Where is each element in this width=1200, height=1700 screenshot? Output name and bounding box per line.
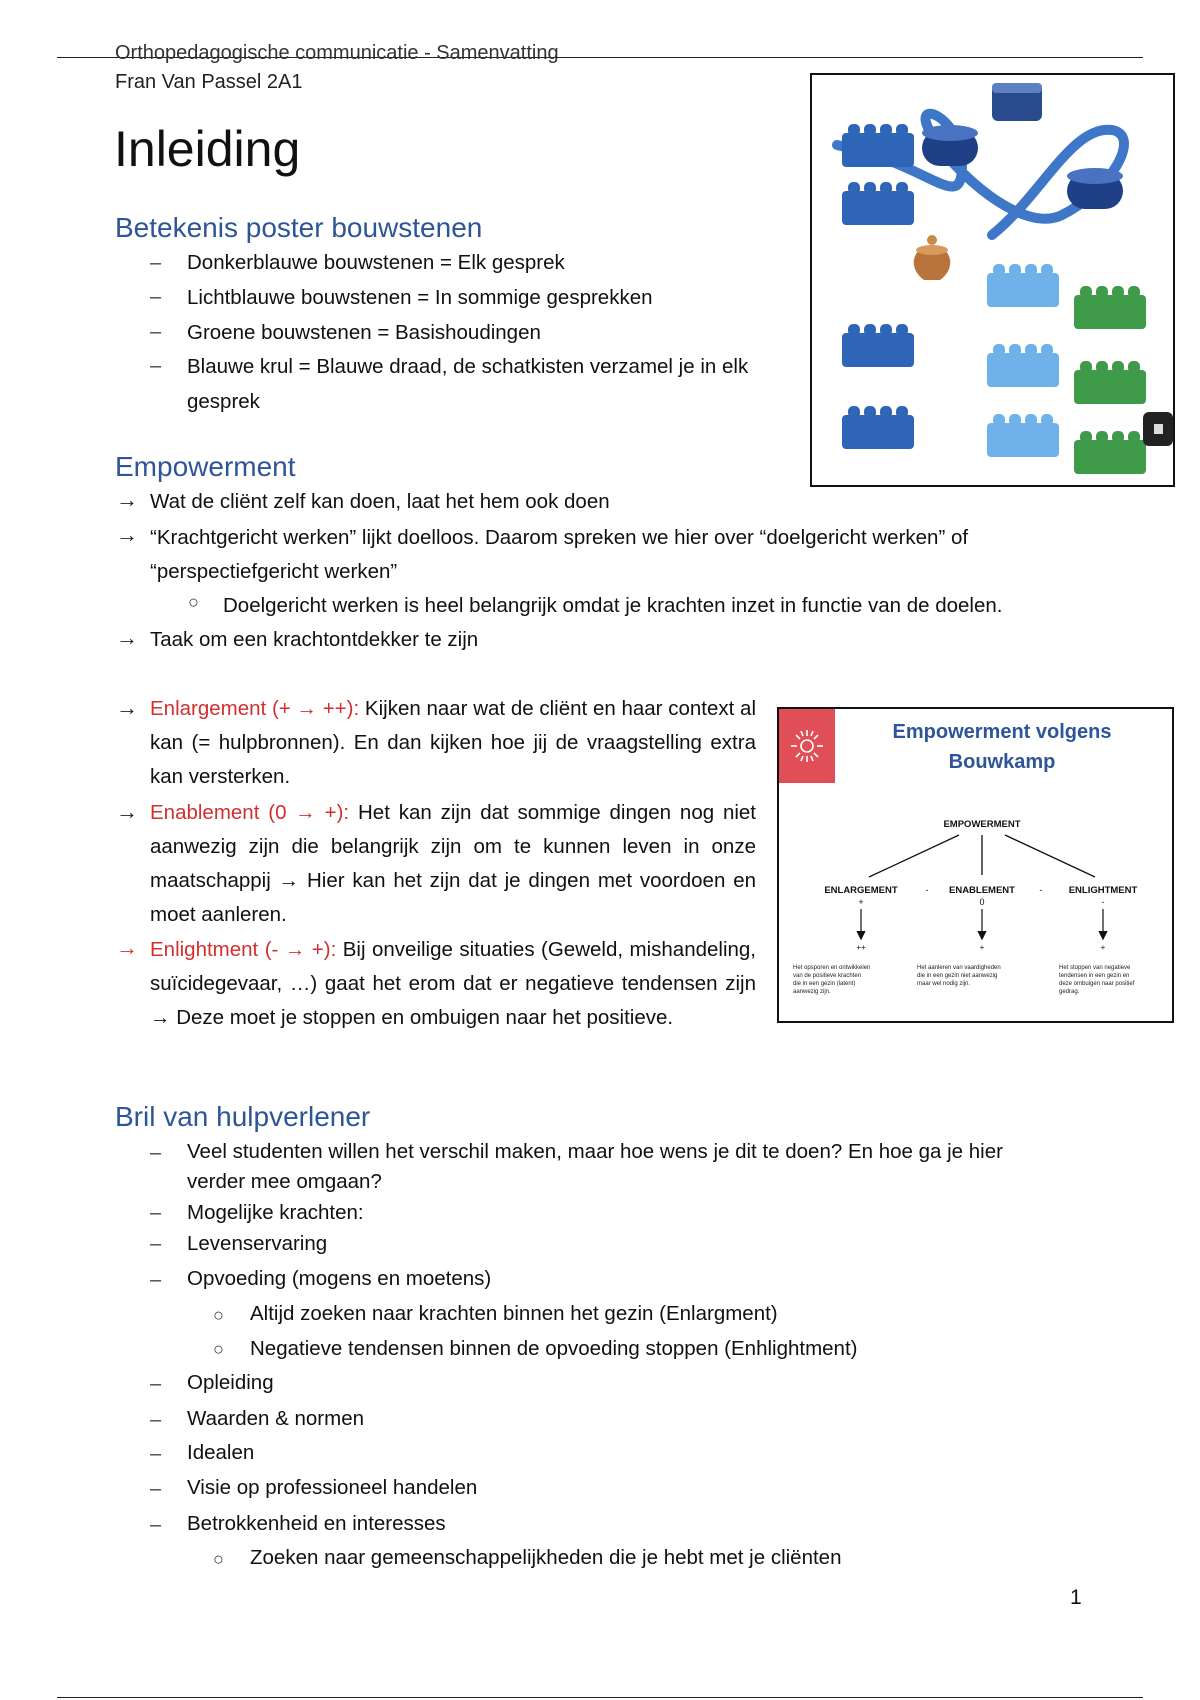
tree-edges [869,835,1095,877]
diagram-title-line1: Empowerment volgens [892,721,1112,743]
enlightment-paragraph [150,933,756,1035]
list-item: Lichtblauwe bouwstenen = In sommige gesprekken [187,286,653,309]
list-item: Mogelijke krachten: [187,1201,364,1224]
list-item: Visie op professioneel handelen [187,1476,478,1499]
heading-empowerment: Empowerment [115,451,296,482]
arrow-item-continuation: “perspectiefgericht werken” [150,560,398,583]
arrow-item: Wat de cliënt zelf kan doen, laat het hem ook doen [150,490,610,513]
list-item-continuation: verder mee omgaan? [187,1170,382,1193]
author-line: Fran Van Passel 2A1 [115,71,303,93]
desc-line: van de positieve krachten [793,973,862,979]
page-number: 1 [1070,1586,1082,1609]
branch-separator: - [1039,885,1043,896]
enlargement-text: Kijken naar wat de cliënt en haar context al kan (= hulpbronnen). En dan kijken hoe jij de vraagstelling extra kan versterken. [150,697,756,788]
bouwstenen-poster-image [810,73,1175,487]
branch-enlightment: ENLIGHTMENT [1068,885,1138,896]
dash-bullet: – [150,1409,162,1431]
dash-bullet: – [150,252,162,274]
sub-item: Negatieve tendensen binnen de opvoeding stoppen (Enhlightment) [250,1337,858,1360]
treasure-tin [922,125,978,166]
enlightment-label: Enlightment (- → +): [150,938,337,961]
course-title: Orthopedagogische communicatie - Samenvatting [115,42,559,64]
list-item: Donkerblauwe bouwstenen = Elk gesprek [187,251,565,274]
arrow-right-icon: → [116,799,138,824]
arrow-item: Taak om een krachtontdekker te zijn [150,628,479,651]
list-item: Veel studenten willen het verschil maken, maar hoe wens je dit te doen? En hoe ga je hier [187,1140,1003,1163]
treasure-urn [914,235,951,280]
list-item: Blauwe krul = Blauwe draad, de schatkisten verzamel je in elk [187,355,749,378]
list-item: Waarden & normen [187,1407,364,1430]
list-item: Levenservaring [187,1232,328,1255]
arrow-right-icon: → [116,487,138,512]
circle-bullet-icon: ○ [188,592,199,612]
treasure-tin [992,83,1042,121]
list-item: Idealen [187,1441,255,1464]
list-item: Opvoeding (mogens en moetens) [187,1267,492,1290]
dash-bullet: – [150,355,162,377]
branch-separator: - [925,885,929,896]
heading-bril: Bril van hulpverlener [115,1101,371,1132]
desc-line: die in een gezin niet aanwezig [917,973,998,979]
down-arrows [857,909,1107,939]
arrow-right-icon: → [116,522,138,547]
desc-line: aanwezig zijn. [793,989,831,995]
enablement-paragraph [150,796,756,932]
dash-bullet: – [150,321,162,343]
desc-line: Het opsporen en ontwikkelen [793,965,871,971]
enablement-label: Enablement (0 → +): [150,801,350,824]
sub-item: Altijd zoeken naar krachten binnen het gezin (Enlargment) [250,1302,778,1325]
list-item: Groene bouwstenen = Basishoudingen [187,321,541,344]
logo-block [779,709,835,783]
branch-result: + [979,943,985,952]
heading-bouwstenen: Betekenis poster bouwstenen [115,212,483,243]
desc-line: die in een gezin (latent) [793,981,856,987]
dash-bullet: – [150,1514,162,1536]
dash-bullet: – [150,1443,162,1465]
dash-bullet: – [150,286,162,308]
desc-line: tendensen in een gezin en [1059,973,1130,979]
treasure-tin [1067,168,1123,209]
enlargement-paragraph [150,692,756,794]
circle-bullet-icon: ○ [213,1305,224,1325]
poster-illustration [812,75,1173,485]
branch-result: + [1100,943,1106,952]
branch-sign: + [858,897,864,907]
diagram-title-line2: Bouwkamp [948,751,1056,773]
desc-line: Het stoppen van negatieve [1059,965,1131,971]
root-node: EMPOWERMENT [943,819,1021,830]
sub-item: Zoeken naar gemeenschappelijkheden die je hebt met je cliënten [250,1546,842,1569]
page-title: Inleiding [114,121,301,177]
circle-bullet-icon: ○ [213,1339,224,1359]
enlightment-text: Bij onveilige situaties (Geweld, mishandeling, suïcidegevaar, …) gaat het erom dat er negatieve tendensen zijn → Deze moet je stoppen en ombuigen naar het positieve. [150,938,756,1029]
desc-line: Het aanleren van vaardigheden [917,965,1001,971]
arrow-right-icon: → [116,695,138,720]
desc-line: maar wel nodig zijn. [917,981,971,987]
sub-item: Doelgericht werken is heel belangrijk omdat je krachten inzet in functie van de doelen. [223,594,1003,617]
dash-bullet: – [150,1269,162,1291]
list-item: Opleiding [187,1371,274,1394]
circle-bullet-icon: ○ [213,1549,224,1569]
desc-line: deze ombuigen naar positief [1059,981,1135,987]
branch-sign: 0 [979,897,985,907]
branch-descriptions [793,965,1135,995]
enablement-text: Het kan zijn dat sommige dingen nog niet aanwezig zijn die belangrijk zijn om te kunnen leven in onze maatschappij → Hier kan het zijn dat je dingen met voordoen en moet aanleren. [150,801,757,926]
arrow-right-icon: → [116,625,138,650]
empowerment-diagram [777,707,1174,1023]
branch-result: ++ [856,943,866,952]
arrow-right-icon: → [116,935,138,960]
footer-rule [57,1697,1143,1698]
list-item: Betrokkenheid en interesses [187,1512,446,1535]
dash-bullet: – [150,1233,162,1255]
enlargement-label: Enlargement (+ → ++): [150,697,360,720]
branch-enlargement: ENLARGEMENT [824,885,898,896]
dash-bullet: – [150,1202,162,1224]
arrow-item: “Krachtgericht werken” lijkt doelloos. Daarom spreken we hier over “doelgericht werken” of [150,526,969,549]
empowerment-tree [779,709,1172,1021]
dash-bullet: – [150,1373,162,1395]
branch-enablement: ENABLEMENT [949,885,1015,896]
dash-bullet: – [150,1478,162,1500]
branch-sign: - [1101,897,1105,907]
scroll-handle[interactable] [1143,412,1173,446]
dash-bullet: – [150,1142,162,1164]
list-item-continuation: gesprek [187,390,260,413]
desc-line: gedrag. [1059,989,1080,995]
